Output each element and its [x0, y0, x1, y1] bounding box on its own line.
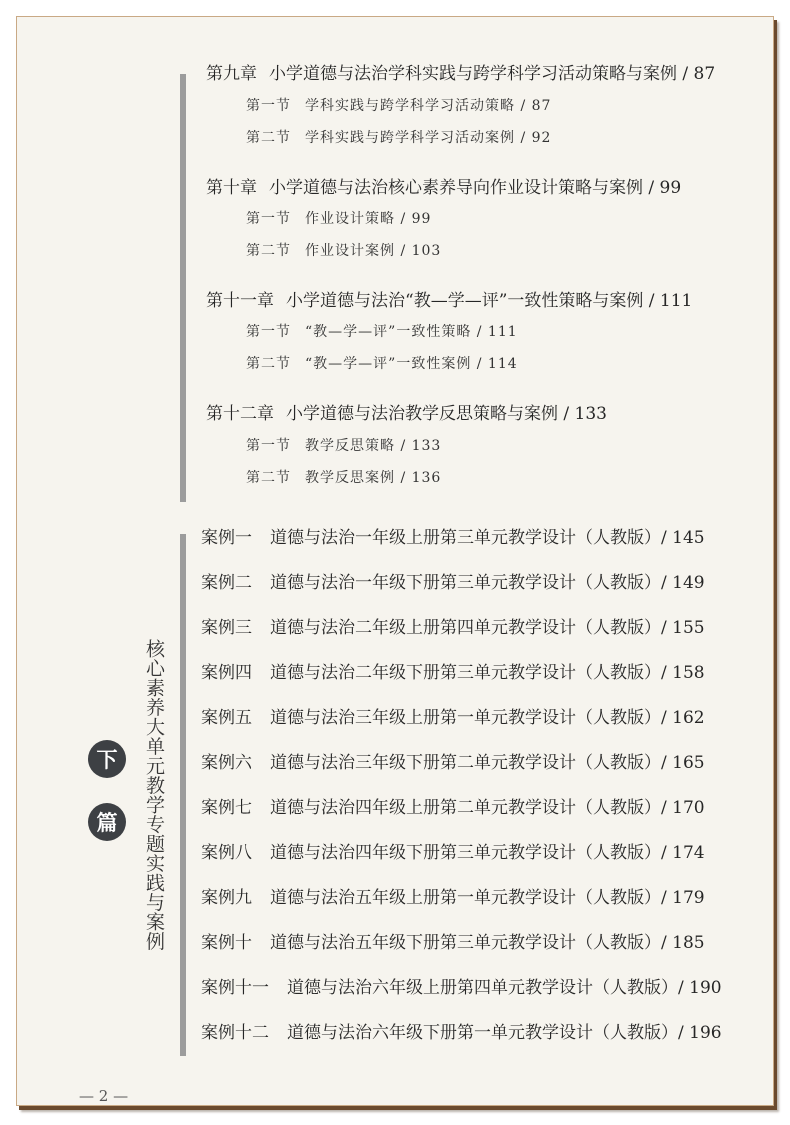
- toc-case[interactable]: [201, 793, 705, 818]
- case-title: 道德与法治一年级下册第三单元教学设计（人教版）/ 149: [270, 573, 705, 593]
- case-title: 道德与法治五年级下册第三单元教学设计（人教版）/ 185: [270, 933, 705, 953]
- toc-case[interactable]: [201, 883, 705, 908]
- case-number: 案例十一: [201, 978, 269, 998]
- toc-case[interactable]: [201, 613, 705, 638]
- toc-section[interactable]: [246, 353, 518, 373]
- toc-case[interactable]: [201, 568, 705, 593]
- part-badge-top: 下: [88, 740, 126, 778]
- book-page: [16, 16, 774, 1106]
- toc-case[interactable]: [201, 523, 705, 548]
- chapter-number: 第十一章: [206, 291, 274, 311]
- chapter-divider-bar: [180, 74, 186, 502]
- section-number: 第二节: [246, 470, 291, 486]
- case-title: 道德与法治三年级上册第一单元教学设计（人教版）/ 162: [270, 708, 705, 728]
- case-number: 案例一: [201, 528, 252, 548]
- case-number: 案例六: [201, 753, 252, 773]
- section-number: 第二节: [246, 243, 291, 259]
- case-title: 道德与法治一年级上册第三单元教学设计（人教版）/ 145: [270, 528, 705, 548]
- page-number: — 2 —: [79, 1087, 129, 1105]
- chapter-number: 第九章: [206, 64, 257, 84]
- case-title: 道德与法治二年级上册第四单元教学设计（人教版）/ 155: [270, 618, 705, 638]
- toc-section[interactable]: [246, 321, 518, 341]
- toc-section[interactable]: [246, 127, 551, 147]
- section-number: 第一节: [246, 324, 291, 340]
- toc-case[interactable]: [201, 748, 705, 773]
- part-title: 核心素养大单元教学专题实践与案例: [143, 639, 165, 951]
- case-number: 案例二: [201, 573, 252, 593]
- section-number: 第一节: [246, 98, 291, 114]
- toc-section[interactable]: [246, 208, 431, 228]
- toc-section[interactable]: [246, 467, 441, 487]
- section-title: 作业设计策略 / 99: [305, 211, 432, 227]
- chapter-title: 小学道德与法治教学反思策略与案例 / 133: [286, 404, 607, 424]
- toc-section[interactable]: [246, 240, 441, 260]
- toc-section[interactable]: [246, 435, 441, 455]
- section-number: 第一节: [246, 211, 291, 227]
- case-number: 案例四: [201, 663, 252, 683]
- section-title: 教学反思策略 / 133: [305, 438, 442, 454]
- case-number: 案例三: [201, 618, 252, 638]
- case-number: 案例八: [201, 843, 252, 863]
- section-number: 第二节: [246, 356, 291, 372]
- section-title: 教学反思案例 / 136: [305, 470, 442, 486]
- section-title: “教—学—评”一致性策略 / 111: [305, 324, 518, 340]
- case-title: 道德与法治三年级下册第二单元教学设计（人教版）/ 165: [270, 753, 705, 773]
- toc-chapter[interactable]: [206, 173, 681, 198]
- toc-chapter[interactable]: [206, 399, 607, 424]
- section-title: 学科实践与跨学科学习活动策略 / 87: [305, 98, 552, 114]
- toc-case[interactable]: [201, 703, 705, 728]
- toc-case[interactable]: [201, 838, 705, 863]
- section-title: 学科实践与跨学科学习活动案例 / 92: [305, 130, 552, 146]
- chapter-number: 第十章: [206, 178, 257, 198]
- toc-chapter[interactable]: [206, 286, 692, 311]
- toc-chapter[interactable]: [206, 59, 715, 84]
- case-number: 案例十: [201, 933, 252, 953]
- case-title: 道德与法治六年级下册第一单元教学设计（人教版）/ 196: [287, 1023, 722, 1043]
- chapter-number: 第十二章: [206, 404, 274, 424]
- case-divider-bar: [180, 534, 186, 1056]
- toc-section[interactable]: [246, 95, 551, 115]
- case-title: 道德与法治六年级上册第四单元教学设计（人教版）/ 190: [287, 978, 722, 998]
- section-number: 第一节: [246, 438, 291, 454]
- toc-case[interactable]: [201, 1018, 722, 1043]
- case-title: 道德与法治四年级下册第三单元教学设计（人教版）/ 174: [270, 843, 705, 863]
- case-title: 道德与法治二年级下册第三单元教学设计（人教版）/ 158: [270, 663, 705, 683]
- part-badge-bottom: 篇: [88, 803, 126, 841]
- case-title: 道德与法治五年级上册第一单元教学设计（人教版）/ 179: [270, 888, 705, 908]
- chapter-title: 小学道德与法治学科实践与跨学科学习活动策略与案例 / 87: [269, 64, 716, 84]
- section-title: “教—学—评”一致性案例 / 114: [305, 356, 518, 372]
- toc-case[interactable]: [201, 658, 705, 683]
- section-title: 作业设计案例 / 103: [305, 243, 442, 259]
- case-title: 道德与法治四年级上册第二单元教学设计（人教版）/ 170: [270, 798, 705, 818]
- case-number: 案例九: [201, 888, 252, 908]
- toc-case[interactable]: [201, 973, 722, 998]
- case-number: 案例七: [201, 798, 252, 818]
- chapter-title: 小学道德与法治核心素养导向作业设计策略与案例 / 99: [269, 178, 682, 198]
- chapter-title: 小学道德与法治“教—学—评”一致性策略与案例 / 111: [286, 291, 693, 311]
- section-number: 第二节: [246, 130, 291, 146]
- toc-case[interactable]: [201, 928, 705, 953]
- case-number: 案例十二: [201, 1023, 269, 1043]
- case-number: 案例五: [201, 708, 252, 728]
